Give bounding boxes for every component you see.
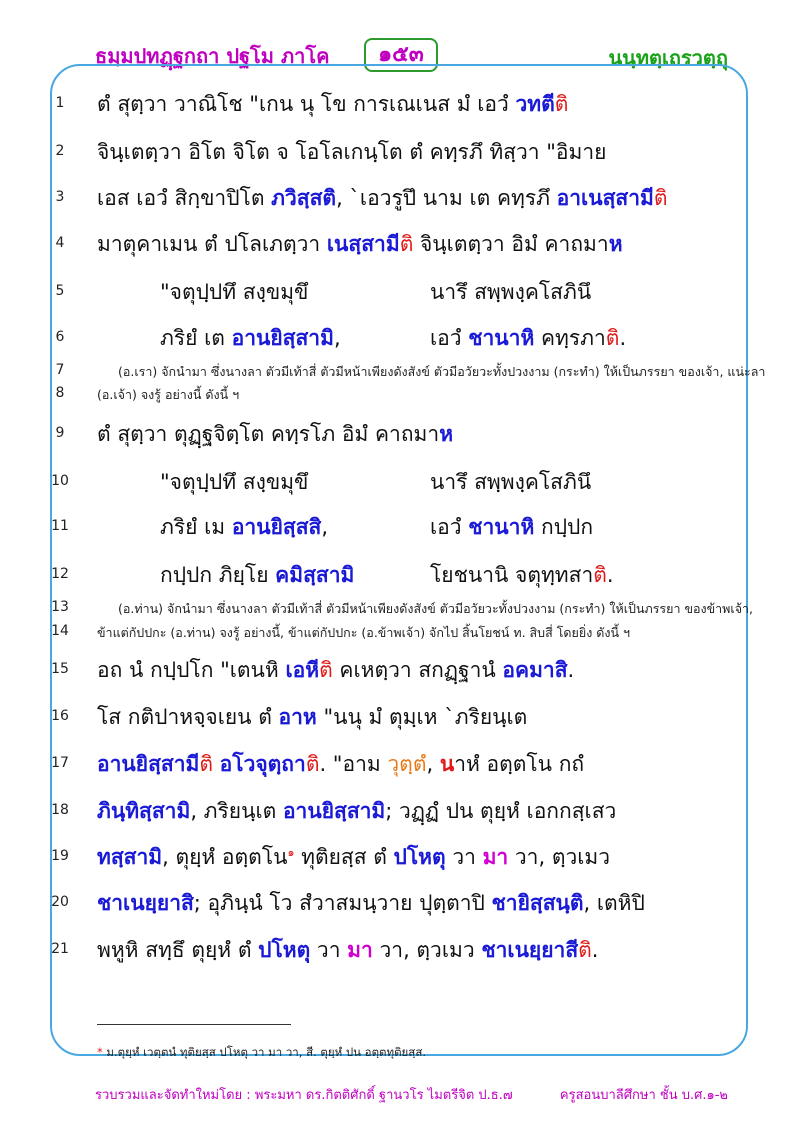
text-segment: คทฺรภา: [534, 326, 606, 350]
highlight-particle: ติ: [653, 186, 668, 210]
translation-gloss-8: (อ.เจ้า) จงรู้ อย่างนี้ ดังนี้ ฯ: [97, 387, 240, 402]
highlight-verb: ปโหตุ: [393, 845, 446, 869]
text-segment: ตํ สุตฺวา วาณิโช "เกน นุ โข การเณเนส มํ เอวํ: [97, 92, 516, 116]
verse-line-11: [160, 511, 630, 544]
line-number: 3: [55, 189, 65, 205]
highlight-particle: ติ: [578, 938, 592, 962]
line-number: 11: [51, 518, 69, 534]
text-segment: , ตุยฺหํ อตฺตโน: [162, 845, 288, 869]
text-segment: ; วฏฺฏํ ปน ตุยฺหํ เอกกสฺเสว: [385, 799, 617, 823]
text-segment: กปฺปก: [534, 515, 594, 539]
highlight-verb: ชานาหิ: [468, 326, 535, 350]
verse-half: นารึ สพฺพงฺคโสภินึ: [430, 280, 592, 304]
story-title: นนฺทตฺเถรวตฺถุ: [608, 46, 728, 70]
highlight-verb: ชานาหิ: [468, 515, 535, 539]
highlight-participle: วุตฺตํ: [387, 752, 427, 776]
highlight-particle: ติ: [399, 232, 414, 256]
book-title: ธมฺมปทฏฺฐกถา ปฐโม ภาโค: [95, 44, 330, 68]
translation-gloss-7: (อ.เรา) จักนำมา ซึ่งนางลา ตัวมีเท้าสี่ ตัวมีหน้าเพียงดังสังข์ ตัวมีอวัยวะทั้งปวงงาม (กระทำ) ให้เป็นภรรยา ของเจ้า, แน่ะลา: [118, 364, 766, 379]
footnote-text: ม.ตุยฺหํ เวตฺตนํ ทุติยสฺส ปโหตุ วา มา วา, สี. ตุยฺหํ ปน อตฺตทุติยสฺส.: [102, 1045, 426, 1059]
footer-course: ครูสอนบาลีศึกษา ชั้น บ.ศ.๑-๒: [559, 1088, 728, 1103]
text-segment: , เตหิปิ: [583, 891, 645, 915]
text-segment: มาตุคาเมน ตํ ปโลเภตฺวา: [97, 232, 327, 256]
text-line-15: [97, 654, 751, 687]
text-segment: พหูหิ สทฺธึ ตุยฺหํ ตํ: [97, 938, 259, 962]
text-line-3: [97, 182, 751, 215]
text-segment: ,: [333, 326, 341, 350]
text-segment: "นนุ มํ ตุมฺเห `ภริยนฺเต: [316, 705, 528, 729]
highlight-particle: ติ: [305, 752, 320, 776]
line-number: 5: [55, 283, 65, 299]
highlight-verb: ปโหตุ: [258, 938, 311, 962]
verse-line-10: [160, 466, 630, 499]
line-number: 12: [51, 566, 69, 582]
highlight-verb: ชาเนยฺยาสี: [481, 938, 579, 962]
text-segment: วา, ตฺวเมว: [508, 845, 611, 869]
highlight-verb: ภินฺทิสฺสามิ: [97, 799, 191, 823]
line-number: 1: [55, 95, 65, 111]
text-segment: เอวํ: [430, 515, 469, 539]
highlight-verb: เนสฺสามี: [326, 232, 400, 256]
text-segment: ภริยํ เม: [160, 515, 232, 539]
text-segment: คเหตฺวา สกฏฺฐานํ: [332, 658, 503, 682]
line-number: 21: [51, 941, 69, 957]
text-segment: , `เอวรูปึ นาม เต คทฺรภึ: [336, 186, 557, 210]
text-segment: ตํ สุตฺวา ตุฏฺฐจิตฺโต คทฺรโภ อิมํ คาถมา: [97, 422, 440, 446]
text-segment: ,: [426, 752, 440, 776]
text-segment: วา: [445, 845, 483, 869]
highlight-verb: อคมาสิ: [502, 658, 568, 682]
line-number: 17: [51, 755, 69, 771]
line-number: 14: [51, 623, 69, 639]
highlight-particle: ติ: [593, 563, 607, 587]
footnote-marker: ๑: [287, 846, 295, 859]
verse-half: "จตุปฺปทึ สงฺขมุขึ: [160, 280, 309, 304]
text-segment: โยชนานิ จตุทฺทสา: [430, 563, 594, 587]
highlight-particle: ติ: [605, 326, 620, 350]
translation-gloss-13: (อ.ท่าน) จักนำมา ซึ่งนางลา ตัวมีเท้าสี่ ตัวมีหน้าเพียงดังสังข์ ตัวมีอวัยวะทั้งปวงงาม (กระทำ) ให้เป็นภรรยา ของข้าพเจ้า,: [118, 601, 754, 616]
highlight-verb: ทสฺสามิ: [97, 845, 163, 869]
highlight-negation: น: [439, 752, 455, 776]
footnote-star: *: [97, 1045, 103, 1059]
line-number: 19: [51, 848, 69, 864]
verse-half: "จตุปฺปทึ สงฺขมุขึ: [160, 470, 309, 494]
line-number: 13: [51, 599, 69, 615]
highlight-verb: ชายิสฺสนฺติ: [491, 891, 584, 915]
verse-line-6: [160, 322, 630, 355]
highlight-verb: ชาเนยฺยาสิ: [97, 891, 194, 915]
text-line-20: [97, 887, 751, 920]
text-segment: .: [606, 563, 614, 587]
text-segment: าหํ อตฺตโน กถํ: [454, 752, 585, 776]
highlight-verb: ห: [439, 422, 454, 446]
text-line-4: [97, 228, 751, 261]
text-segment: ทุติยสฺส ตํ: [294, 845, 394, 869]
text-segment: , ภริยนฺเต: [190, 799, 283, 823]
text-segment: จินฺเตตฺวา อิโต จิโต จ โอโลเกนฺโต ตํ คทฺรภึ ทิสฺวา "อิมาย: [97, 140, 607, 164]
highlight-verb: คมิสฺสามิ: [275, 563, 355, 587]
text-segment: ; อุภินฺนํ โว สํวาสมนฺวาย ปุตฺตาปิ: [193, 891, 492, 915]
verse-half: นารึ สพฺพงฺคโสภินึ: [430, 470, 592, 494]
page-number: ๑๕๓: [364, 38, 438, 72]
line-number: 9: [55, 425, 65, 441]
highlight-particle: ติ: [554, 92, 569, 116]
text-line-17: [97, 748, 751, 781]
text-segment: .: [619, 326, 627, 350]
highlight-verb: อานยิสฺสามิ: [282, 799, 386, 823]
footnote: [97, 1044, 426, 1062]
text-segment: .: [591, 938, 599, 962]
line-number: 4: [55, 235, 65, 251]
verse-line-12: [160, 559, 630, 592]
highlight-verb: เอหี: [285, 658, 320, 682]
text-segment: ,: [321, 515, 329, 539]
text-segment: ภริยํ เต: [160, 326, 232, 350]
highlight-verb: อานยิสฺสามิ: [231, 326, 334, 350]
line-number: 6: [55, 329, 65, 345]
text-segment: . "อาม: [319, 752, 388, 776]
highlight-particle: ติ: [319, 658, 333, 682]
highlight-verb: อาเนสฺสามี: [556, 186, 654, 210]
highlight-prohibitive: มา: [347, 938, 373, 962]
text-segment: จินฺเตตฺวา อิมํ คาถมา: [413, 232, 609, 256]
text-line-18: [97, 795, 751, 828]
line-number: 8: [55, 385, 65, 401]
highlight-particle: ติ: [199, 752, 213, 776]
verse-line-5: [160, 276, 630, 309]
line-number: 2: [55, 143, 65, 159]
text-segment: เอวํ: [430, 326, 469, 350]
footnote-divider: [97, 1024, 291, 1025]
line-number: 18: [51, 802, 69, 818]
text-segment: กปฺปก ภิยฺโย: [160, 563, 276, 587]
footer-credit: รวบรวมและจัดทำใหม่โดย : พระมหา ดร.กิตติศักดิ์ ฐานวโร ไมตรีจิต ป.ธ.๗: [95, 1088, 513, 1103]
line-number: 7: [55, 362, 65, 378]
text-segment: โส กติปาหจฺจเยน ตํ: [97, 705, 279, 729]
text-segment: เอส เอวํ สิกฺขาปิโต: [97, 186, 272, 210]
text-line-1: [97, 88, 751, 121]
text-segment: [213, 752, 220, 776]
text-segment: วา: [310, 938, 348, 962]
line-number: 20: [51, 894, 69, 910]
highlight-verb: ภวิสฺสติ: [271, 186, 337, 210]
text-segment: วา, ตฺวเมว: [372, 938, 482, 962]
text-segment: .: [567, 658, 575, 682]
text-line-16: [97, 701, 751, 734]
translation-gloss-14: ข้าแต่กัปปกะ (อ.ท่าน) จงรู้ อย่างนี้, ข้าแต่กัปปกะ (อ.ข้าพเจ้า) จักไป สิ้นโยชน์ ท. สิบสี่ โดยยิ่ง ดังนี้ ฯ: [97, 625, 631, 640]
highlight-verb: อานยิสฺสสิ: [231, 515, 322, 539]
text-line-21: [97, 934, 751, 967]
line-number: 15: [51, 661, 69, 677]
highlight-verb: วทตี: [515, 92, 555, 116]
text-line-9: [97, 418, 751, 451]
line-number: 16: [51, 708, 69, 724]
text-line-2: [97, 136, 751, 169]
highlight-verb: อโวจุตฺถา: [219, 752, 306, 776]
line-number: 10: [51, 473, 69, 489]
highlight-prohibitive: มา: [482, 845, 509, 869]
text-segment: อถ นํ กปฺปโก "เตนหิ: [97, 658, 286, 682]
text-line-19: [97, 841, 751, 874]
highlight-verb: อานยิสฺสามี: [97, 752, 200, 776]
highlight-verb: อาห: [278, 705, 317, 729]
highlight-verb: ห: [608, 232, 623, 256]
